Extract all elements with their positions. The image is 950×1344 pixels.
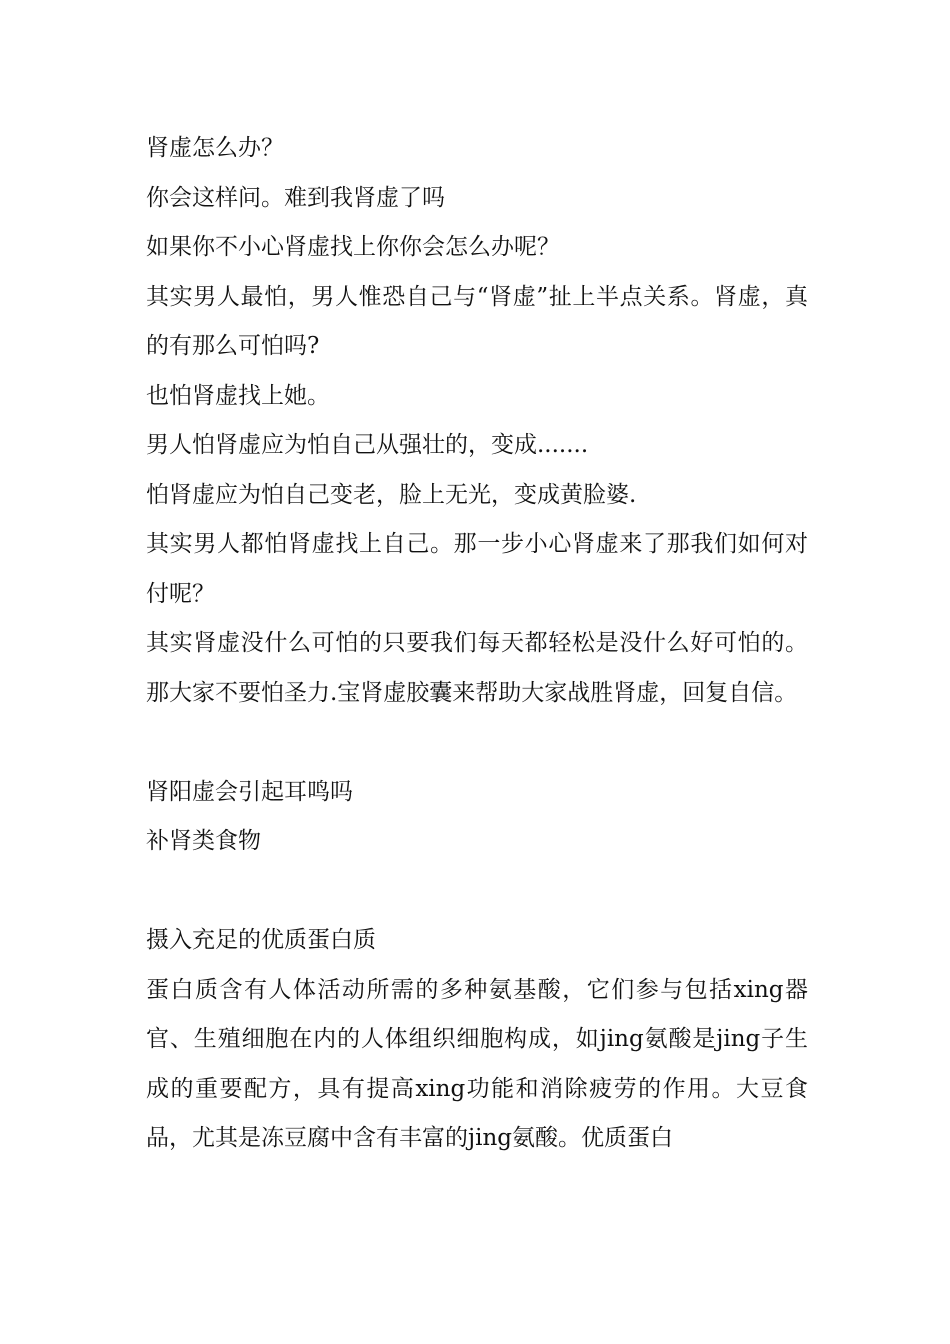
- paragraph: 你会这样问。难到我肾虚了吗: [146, 184, 445, 211]
- paragraph: 肾阳虚会引起耳鸣吗: [146, 778, 353, 805]
- paragraph: 摄入充足的优质蛋白质: [146, 927, 376, 953]
- paragraph: 男人怕肾虚应为怕自己从强壮的，变成.......: [146, 432, 589, 458]
- paragraph: 也怕肾虚找上她。: [146, 382, 330, 409]
- blank-line: [146, 718, 808, 768]
- paragraph: 其实男人最怕，男人惟恐自己与“肾虚”扯上半点关系。肾虚，真的有那么可怕吗?: [146, 283, 808, 359]
- paragraph: 其实肾虚没什么可怕的只要我们每天都轻松是没什么好可怕的。那大家不要怕圣力.宝肾虚胶囊来帮助大家战胜肾虚，回复自信。: [146, 630, 808, 706]
- paragraph: 补肾类食物: [146, 828, 261, 854]
- document-body: [146, 124, 808, 1164]
- paragraph: 其实男人都怕肾虚找上自己。那一步小心肾虚来了那我们如何对付呢？: [146, 531, 808, 607]
- paragraph: 蛋白质含有人体活动所需的多种氨基酸，它们参与包括xing器官、生殖细胞在内的人体组织细胞构成，如jing氨酸是jing子生成的重要配方，具有提高xing功能和消除疲劳的作用。大豆食品，尤其是冻豆腐中含有丰富的jing氨酸。优质蛋白: [146, 976, 808, 1151]
- paragraph: 怕肾虚应为怕自己变老，脸上无光，变成黄脸婆.: [146, 481, 637, 508]
- paragraph: 肾虚怎么办？: [146, 135, 284, 161]
- blank-line: [146, 867, 808, 917]
- paragraph: 如果你不小心肾虚找上你你会怎么办呢？: [146, 234, 560, 260]
